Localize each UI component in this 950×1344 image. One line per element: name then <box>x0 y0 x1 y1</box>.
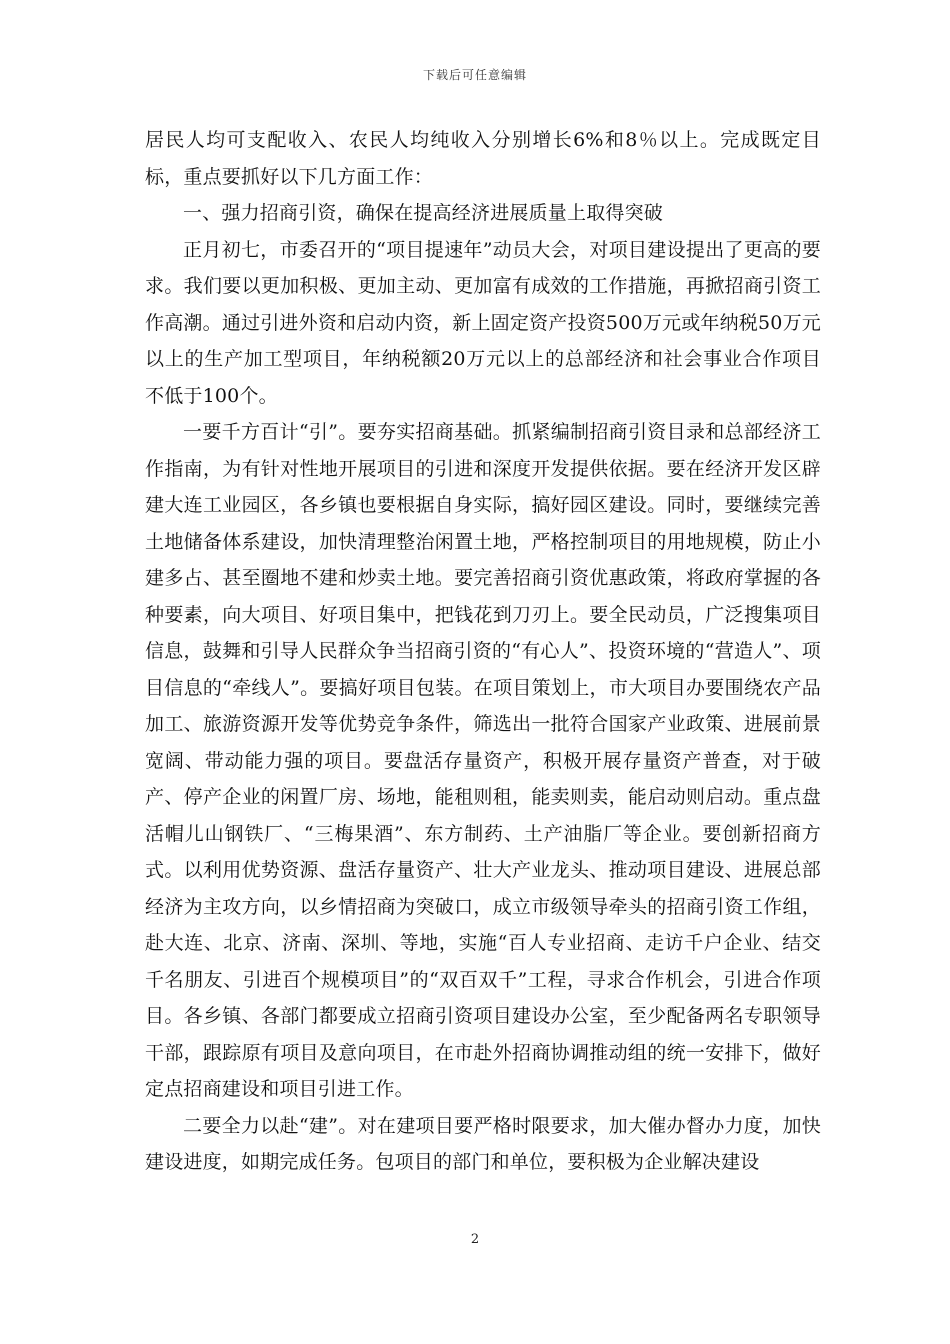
paragraph-project-year: 正月初七，市委召开的“项目提速年”动员大会，对项目建设提出了更高的要求。我们要以更加积极、更加主动、更加富有成效的工作措施，再掀招商引资工作高潮。通过引进外资和启动内资，新上固定资产投资500万元或年纳税50万元以上的生产加工型项目，年纳税额20万元以上的总部经济和社会事业合作项目不低于100个。 <box>145 238 821 407</box>
section-heading-investment: 一、强力招商引资，确保在提高经济进展质量上取得突破 <box>183 202 664 224</box>
paragraph-attract: 一要千方百计“引”。要夯实招商基础。抓紧编制招商引资目录和总部经济工作指南，为有针对性地开展项目的引进和深度开发提供依据。要在经济开发区辟建大连工业园区，各乡镇也要根据自身实际，搞好园区建设。同时，要继续完善土地储备体系建设，加快清理整治闲置土地，严格控制项目的用地规模，防止小建多占、甚至圈地不建和炒卖土地。要完善招商引资优惠政策，将政府掌握的各种要素，向大项目、好项目集中，把钱花到刀刃上。要全民动员，广泛搜集项目信息，鼓舞和引导人民群众争当招商引资的“有心人”、投资环境的“营造人”、项目信息的“牵线人”。要搞好项目包装。在项目策划上，市大项目办要围绕农产品加工、旅游资源开发等优势竞争条件，筛选出一批符合国家产业政策、进展前景宽阔、带动能力强的项目。要盘活存量资产，积极开展存量资产普查，对于破产、停产企业的闲置厂房、场地，能租则租，能卖则卖，能启动则启动。重点盘活帽儿山钢铁厂、“三梅果酒”、东方制药、土产油脂厂等企业。要创新招商方式。以利用优势资源、盘活存量资产、壮大产业龙头、推动项目建设、进展总部经济为主攻方向，以乡情招商为突破口，成立市级领导牵头的招商引资工作组，赴大连、北京、济南、深圳、等地，实施“百人专业招商、走访千户企业、结交千名朋友、引进百个规模项目”的“双百双千”工程，寻求合作机会，引进合作项目。各乡镇、各部门都要成立招商引资项目建设办公室，至少配备两名专职领导干部，跟踪原有项目及意向项目，在市赴外招商协调推动组的统一安排下，做好定点招商建设和项目引进工作。 <box>145 421 821 1100</box>
page-number: 2 <box>470 1232 480 1247</box>
paragraph-targets-continued: 居民人均可支配收入、农民人均纯收入分别增长6%和8％以上。完成既定目标，重点要抓好以下几方面工作： <box>145 129 821 188</box>
paragraph-build: 二要全力以赴“建”。对在建项目要严格时限要求，加大催办督办力度，加快建设进度，如期完成任务。包项目的部门和单位，要积极为企业解决建设 <box>145 1114 821 1173</box>
document-body <box>145 122 821 1181</box>
header-note: 下载后可任意编辑 <box>422 68 527 82</box>
